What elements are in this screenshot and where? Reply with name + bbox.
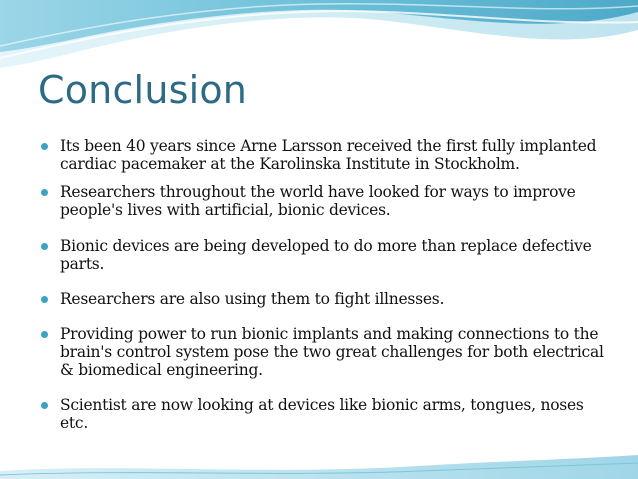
bullet-text: Researchers are also using them to fight illnesses. [60, 290, 445, 308]
bullet-item [38, 137, 613, 173]
bullet-text: Its been 40 years since Arne Larsson received the first fully implanted cardiac pacemaker at the Karolinska Institute in Stockholm. [60, 137, 597, 173]
bullet-text: Researchers throughout the world have looked for ways to improve people's lives with artificial, bionic devices. [60, 183, 576, 219]
bullet-item [38, 396, 613, 432]
bullet-text: Scientist are now looking at devices like bionic arms, tongues, noses etc. [60, 396, 584, 432]
bullet-dot-icon [38, 325, 60, 343]
slide-title: Conclusion [38, 68, 248, 112]
bullet-dot-icon [38, 237, 60, 255]
bullet-dot-icon [38, 396, 60, 414]
bullet-item [38, 290, 613, 308]
bullet-item [38, 237, 613, 273]
bullet-item [38, 183, 613, 219]
bullet-text: Providing power to run bionic implants and making connections to the brain's control system pose the two great challenges for both electrical & biomedical engineering. [60, 325, 604, 379]
bottom-wave-decoration [0, 451, 638, 479]
bullet-item [38, 325, 613, 379]
bullet-dot-icon [38, 183, 60, 201]
bullet-dot-icon [38, 137, 60, 155]
bullet-text: Bionic devices are being developed to do more than replace defective parts. [60, 237, 592, 273]
bullet-dot-icon [38, 290, 60, 308]
